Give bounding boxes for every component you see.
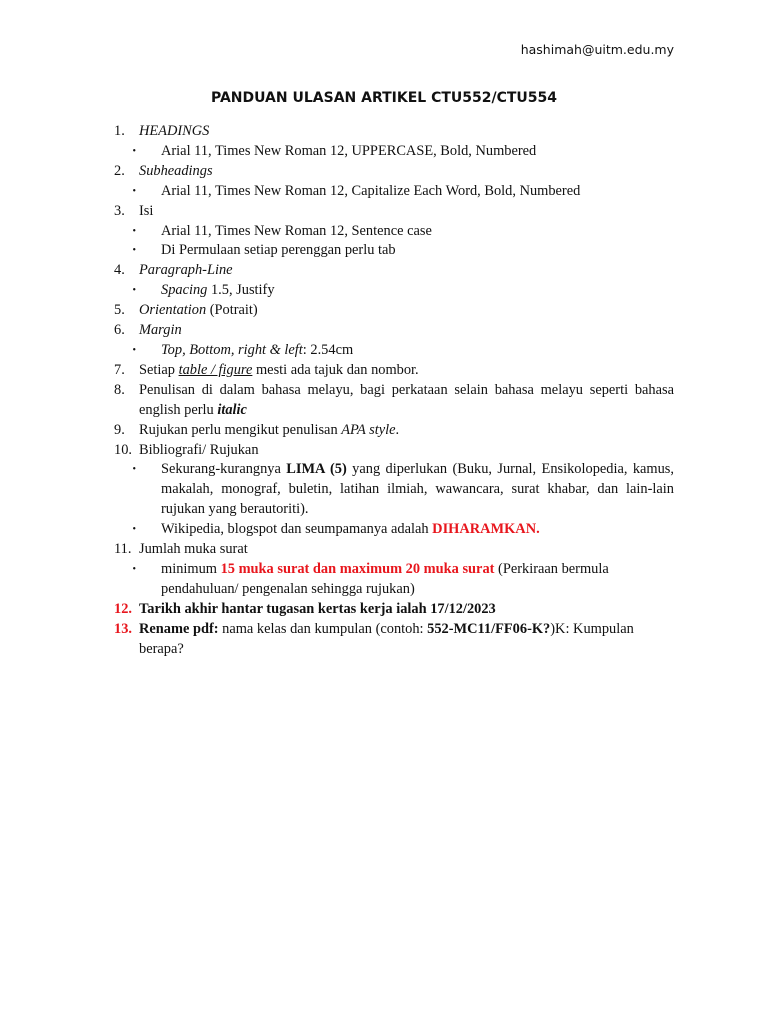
list-item-margin <box>114 321 674 341</box>
text-part: Sekurang-kurangnya <box>161 461 287 478</box>
sub-item-text: Arial 11, Times New Roman 12, UPPERCASE, Bold, Numbered <box>161 142 537 159</box>
item-number: 9. <box>114 421 125 438</box>
item-number: 13. <box>114 620 132 637</box>
item-label: Margin <box>139 322 182 339</box>
item-number: 7. <box>114 361 125 378</box>
sub-item <box>114 182 674 202</box>
sub-item-text: Arial 11, Times New Roman 12, Capitalize Each Word, Bold, Numbered <box>161 182 581 199</box>
item-text <box>139 361 674 381</box>
item-text <box>139 620 674 660</box>
list-item-page-count <box>114 540 674 560</box>
table-figure-term: table / figure <box>178 361 253 378</box>
example-code: 552-MC11/FF06-K? <box>427 620 551 637</box>
deadline-text: Tarikh akhir hantar tugasan kertas kerja ialah 17/12/2023 <box>139 600 496 617</box>
item-number: 3. <box>114 202 125 219</box>
guideline-list <box>114 122 674 659</box>
orientation-value: (Potrait) <box>206 302 258 319</box>
text-part: minimum <box>161 560 221 577</box>
sub-item <box>114 460 674 520</box>
sub-item <box>114 222 674 242</box>
sub-item <box>114 241 674 261</box>
item-label: Orientation <box>139 302 207 319</box>
sub-item <box>114 281 674 301</box>
sub-item-text <box>161 281 674 301</box>
author-email: hashimah@uitm.edu.my <box>520 42 674 57</box>
text-part: Rujukan perlu mengikut penulisan <box>139 421 342 438</box>
bullet-icon: • <box>132 245 136 257</box>
item-number: 1. <box>114 123 125 139</box>
page-range: 15 muka surat dan maximum 20 muka surat <box>220 560 495 577</box>
list-item-language <box>114 381 674 421</box>
text-part: nama kelas dan kumpulan (contoh: <box>218 620 428 637</box>
list-item-isi <box>114 202 674 222</box>
item-label: Subheadings <box>139 162 213 179</box>
text-part: Setiap <box>139 361 179 378</box>
text-part: Wikipedia, blogspot dan seumpamanya adalah <box>161 521 433 538</box>
bullet-icon: • <box>132 524 136 536</box>
item-label: Jumlah muka surat <box>139 541 248 558</box>
prohibited-term: DIHARAMKAN. <box>432 521 540 538</box>
item-number: 11. <box>114 541 132 558</box>
bullet-icon: • <box>132 225 136 237</box>
sub-item-text <box>161 341 674 361</box>
apa-term: APA style <box>341 421 396 438</box>
sub-item <box>114 520 674 540</box>
item-number: 2. <box>114 162 125 179</box>
text-part: yang diperlukan (Buku, Jurnal, Ensikolopedia, kamus, makalah, monograf, buletin, latihan ilmiah, wawancara, surat khabar, dan lain-lain rujukan yang berautoriti). <box>161 461 675 518</box>
text-part: )K: Kumpulan berapa? <box>139 620 634 657</box>
item-number: 12. <box>114 600 132 617</box>
list-item-headings <box>114 122 674 142</box>
text-part: . <box>395 421 400 438</box>
list-item-orientation <box>114 301 674 321</box>
bullet-icon: • <box>132 285 136 297</box>
sub-item-text: Di Permulaan setiap perenggan perlu tab <box>161 242 396 259</box>
text-part: mesti ada tajuk dan nombor. <box>252 361 419 378</box>
document-title: PANDUAN ULASAN ARTIKEL CTU552/CTU554 <box>210 90 558 106</box>
item-label: HEADINGS <box>139 123 210 139</box>
list-item-subheadings <box>114 162 674 182</box>
rename-label: Rename pdf: <box>139 620 219 637</box>
sub-item-text <box>161 460 674 520</box>
bullet-icon: • <box>132 185 136 197</box>
item-number: 10. <box>114 441 132 458</box>
list-item-deadline <box>114 600 674 620</box>
sub-item <box>114 142 674 162</box>
item-text <box>139 421 674 441</box>
item-label: Paragraph-Line <box>139 262 233 279</box>
text-part: Penulisan di dalam bahasa melayu, bagi perkataan selain bahasa melayu seperti bahasa english perlu <box>139 381 674 418</box>
sub-item <box>114 341 674 361</box>
item-number: 8. <box>114 381 125 398</box>
count-term: LIMA (5) <box>286 461 347 478</box>
list-item-bibliography <box>114 441 674 461</box>
bullet-icon: • <box>132 344 136 356</box>
sub-item <box>114 560 674 600</box>
margin-sides: Top, Bottom, right & left <box>161 341 303 358</box>
sub-item-text <box>161 520 674 540</box>
item-number: 4. <box>114 262 125 279</box>
spacing-value: 1.5, Justify <box>207 282 275 299</box>
list-item-paragraph-line <box>114 261 674 281</box>
item-label: Isi <box>139 202 154 219</box>
list-item-apa <box>114 421 674 441</box>
spacing-label: Spacing <box>161 282 208 299</box>
item-number: 6. <box>114 322 125 339</box>
bullet-icon: • <box>132 563 136 575</box>
sub-item-text: Arial 11, Times New Roman 12, Sentence case <box>161 222 432 239</box>
list-item-rename-pdf <box>114 620 674 660</box>
bullet-icon: • <box>132 464 136 476</box>
item-label: Bibliografi/ Rujukan <box>139 441 259 458</box>
list-item-table-figure <box>114 361 674 381</box>
item-number: 5. <box>114 302 125 319</box>
sub-item-text <box>161 560 674 600</box>
margin-value: : 2.54cm <box>302 341 354 358</box>
bullet-icon: • <box>132 145 136 157</box>
item-text <box>139 381 674 421</box>
item-text <box>139 301 674 321</box>
italic-term: italic <box>217 401 247 418</box>
text-part: (Perkiraan bermula pendahuluan/ pengenalan sehingga rujukan) <box>161 560 609 597</box>
